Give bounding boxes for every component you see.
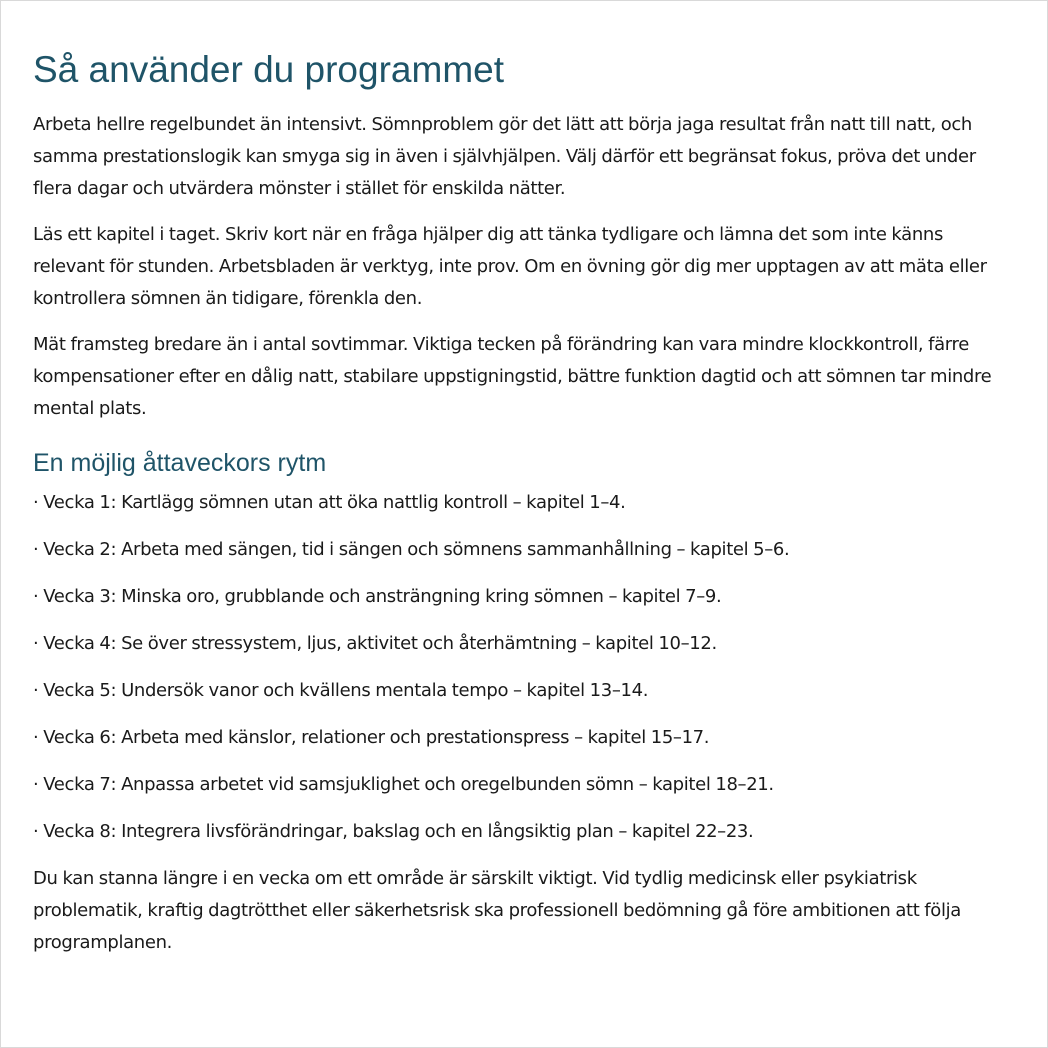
week-item-8: · Vecka 8: Integrera livsförändringar, bakslag och en långsiktig plan – kapitel 22–23. xyxy=(33,821,754,842)
page-title: Så använder du programmet xyxy=(33,49,504,90)
document-page xyxy=(33,47,1013,973)
intro-paragraph-2: Läs ett kapitel i taget. Skriv kort när en fråga hjälper dig att tänka tydligare och lämna det som inte känns relevant för stunden. Arbetsbladen är verktyg, inte prov. Om en övning gör dig mer upptagen av att mäta eller kontrollera sömnen än tidigare, förenkla den. xyxy=(33,224,987,309)
week-item-5: · Vecka 5: Undersök vanor och kvällens mentala tempo – kapitel 13–14. xyxy=(33,680,649,701)
section-subheading: En möjlig åttaveckors rytm xyxy=(33,449,327,477)
intro-paragraph-3: Mät framsteg bredare än i antal sovtimmar. Viktiga tecken på förändring kan vara mindre klockkontroll, färre kompensationer efter en dålig natt, stabilare uppstigningstid, bättre funktion dagtid och att sömnen tar mindre mental plats. xyxy=(33,334,992,419)
week-item-6: · Vecka 6: Arbeta med känslor, relationer och prestationspress – kapitel 15–17. xyxy=(33,727,710,748)
week-item-1: · Vecka 1: Kartlägg sömnen utan att öka nattlig kontroll – kapitel 1–4. xyxy=(33,492,626,513)
week-item-2: · Vecka 2: Arbeta med sängen, tid i sängen och sömnens sammanhållning – kapitel 5–6. xyxy=(33,539,790,560)
week-item-3: · Vecka 3: Minska oro, grubblande och ansträngning kring sömnen – kapitel 7–9. xyxy=(33,586,722,607)
week-list xyxy=(33,487,1013,848)
week-item-4: · Vecka 4: Se över stressystem, ljus, aktivitet och återhämtning – kapitel 10–12. xyxy=(33,633,717,654)
intro-paragraph-1: Arbeta hellre regelbundet än intensivt. Sömnproblem gör det lätt att börja jaga resultat från natt till natt, och samma prestationslogik kan smyga sig in även i självhjälpen. Välj därför ett begränsat fokus, pröva det under flera dagar och utvärdera mönster i stället för enskilda nätter. xyxy=(33,114,976,199)
week-item-7: · Vecka 7: Anpassa arbetet vid samsjuklighet och oregelbunden sömn – kapitel 18–21. xyxy=(33,774,774,795)
closing-paragraph: Du kan stanna längre i en vecka om ett område är särskilt viktigt. Vid tydlig medicinsk eller psykiatrisk problematik, kraftig dagtrötthet eller säkerhetsrisk ska professionell bedömning gå före ambitionen att följa programplanen. xyxy=(33,868,961,953)
